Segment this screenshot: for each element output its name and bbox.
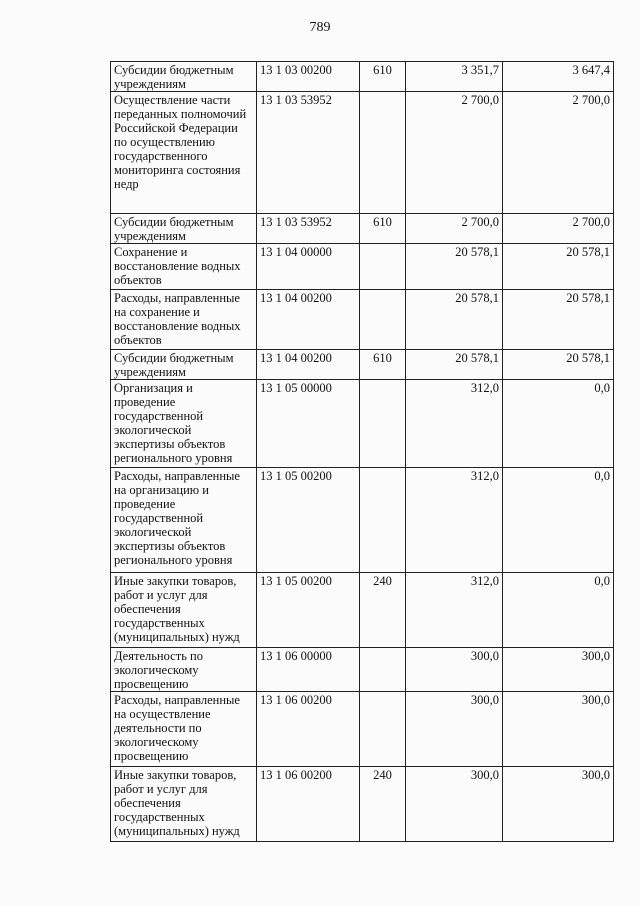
row-value-1: 300,0 xyxy=(406,767,503,842)
row-code: 13 1 04 00200 xyxy=(257,290,360,350)
row-value-1: 312,0 xyxy=(406,573,503,648)
row-name: Расходы, направленные на осуществление деятельности по экологическому просвещению xyxy=(111,692,257,767)
row-value-2: 300,0 xyxy=(503,692,614,767)
row-value-2: 20 578,1 xyxy=(503,350,614,380)
row-type xyxy=(360,244,406,290)
table-row xyxy=(111,244,614,290)
table-row xyxy=(111,573,614,648)
table-row xyxy=(111,648,614,692)
table-row xyxy=(111,692,614,767)
table-row xyxy=(111,214,614,244)
row-type: 240 xyxy=(360,767,406,842)
table-row xyxy=(111,767,614,842)
row-name: Расходы, направленные на сохранение и восстановление водных объектов xyxy=(111,290,257,350)
row-value-1: 2 700,0 xyxy=(406,214,503,244)
row-value-2: 0,0 xyxy=(503,380,614,468)
row-name: Субсидии бюджетным учреждениям xyxy=(111,62,257,92)
row-value-1: 20 578,1 xyxy=(406,290,503,350)
row-value-2: 20 578,1 xyxy=(503,244,614,290)
row-name: Сохранение и восстановление водных объектов xyxy=(111,244,257,290)
row-value-1: 312,0 xyxy=(406,380,503,468)
row-value-1: 20 578,1 xyxy=(406,244,503,290)
row-code: 13 1 06 00200 xyxy=(257,692,360,767)
row-value-2: 0,0 xyxy=(503,468,614,573)
row-code: 13 1 06 00000 xyxy=(257,648,360,692)
row-value-1: 20 578,1 xyxy=(406,350,503,380)
row-type: 610 xyxy=(360,350,406,380)
row-name: Субсидии бюджетным учреждениям xyxy=(111,214,257,244)
row-type xyxy=(360,468,406,573)
table-row xyxy=(111,92,614,214)
row-code: 13 1 03 53952 xyxy=(257,92,360,214)
row-value-2: 0,0 xyxy=(503,573,614,648)
table-row xyxy=(111,468,614,573)
row-name: Расходы, направленные на организацию и проведение государственной экологической экспертизы объектов регионального уровня xyxy=(111,468,257,573)
row-name: Иные закупки товаров, работ и услуг для обеспечения государственных (муниципальных) нужд xyxy=(111,767,257,842)
row-value-1: 300,0 xyxy=(406,692,503,767)
row-value-2: 2 700,0 xyxy=(503,92,614,214)
row-code: 13 1 06 00200 xyxy=(257,767,360,842)
row-value-2: 2 700,0 xyxy=(503,214,614,244)
row-type xyxy=(360,380,406,468)
row-code: 13 1 05 00000 xyxy=(257,380,360,468)
table-row xyxy=(111,62,614,92)
row-code: 13 1 05 00200 xyxy=(257,573,360,648)
row-name: Деятельность по экологическому просвещению xyxy=(111,648,257,692)
row-value-1: 312,0 xyxy=(406,468,503,573)
row-name: Организация и проведение государственной экологической экспертизы объектов регионального уровня xyxy=(111,380,257,468)
row-name: Осуществление части переданных полномочий Российской Федерации по осуществлению государственного мониторинга состояния недр xyxy=(111,92,257,214)
budget-table xyxy=(110,61,614,842)
row-type: 240 xyxy=(360,573,406,648)
row-value-2: 20 578,1 xyxy=(503,290,614,350)
row-type: 610 xyxy=(360,214,406,244)
row-name: Субсидии бюджетным учреждениям xyxy=(111,350,257,380)
row-type xyxy=(360,648,406,692)
row-type: 610 xyxy=(360,62,406,92)
row-value-2: 300,0 xyxy=(503,648,614,692)
row-type xyxy=(360,290,406,350)
row-name: Иные закупки товаров, работ и услуг для обеспечения государственных (муниципальных) нужд xyxy=(111,573,257,648)
page-number: 789 xyxy=(309,20,331,35)
row-value-2: 3 647,4 xyxy=(503,62,614,92)
row-value-1: 300,0 xyxy=(406,648,503,692)
row-code: 13 1 03 00200 xyxy=(257,62,360,92)
row-value-1: 2 700,0 xyxy=(406,92,503,214)
row-code: 13 1 04 00200 xyxy=(257,350,360,380)
row-type xyxy=(360,692,406,767)
row-code: 13 1 05 00200 xyxy=(257,468,360,573)
row-value-2: 300,0 xyxy=(503,767,614,842)
row-value-1: 3 351,7 xyxy=(406,62,503,92)
table-row xyxy=(111,380,614,468)
table-row xyxy=(111,290,614,350)
row-code: 13 1 04 00000 xyxy=(257,244,360,290)
row-type xyxy=(360,92,406,214)
table-row xyxy=(111,350,614,380)
row-code: 13 1 03 53952 xyxy=(257,214,360,244)
